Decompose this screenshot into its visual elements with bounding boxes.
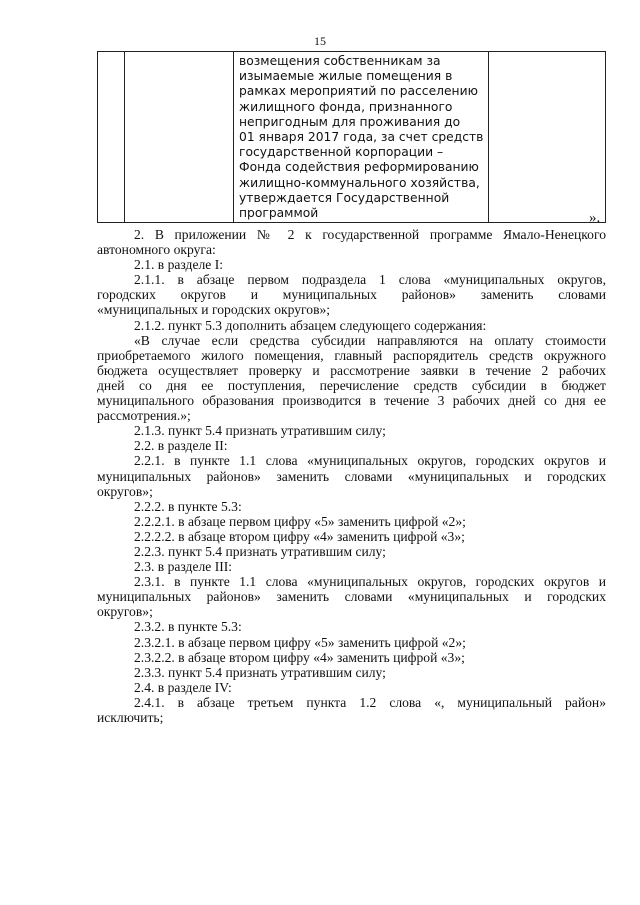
table-text-line: жилищного фонда, признанного [239,99,453,114]
table-cell-text [234,52,489,223]
body-line: муниципальных районов» заменить словами «муниципальных и городских [97,589,606,605]
body-line: 2.3. в разделе III: [134,559,233,575]
table-cell-number [98,52,125,223]
table-text-line: Фонда содействия реформированию [239,160,479,175]
body-line: 2.1.1. в абзаце первом подраздела 1 слова «муниципальных округов, [134,272,606,288]
table-row [98,52,606,223]
table-text-line: программой [239,206,319,221]
table-text-line: возмещения собственникам за [239,54,441,68]
table-cell-notes [489,52,606,223]
closing-quote: ». [589,210,601,226]
body-line: автономного округа: [97,242,216,258]
body-line: дней со дня ее поступления, перечисление средств субсидии в бюджет [97,377,606,393]
body-line: 2.2. в разделе II: [134,438,228,454]
table-text-line: непригодным для проживания до [239,114,461,129]
body-line: исключить; [97,710,164,725]
table-text-line: жилищно-коммунального хозяйства, [239,175,480,190]
body-line: 2.4. в разделе IV: [134,679,232,695]
body-line: 2.2.2.2. в абзаце втором цифру «4» заменить цифрой «3»; [134,528,465,544]
body-line: приобретаемого жилого помещения, главный распорядитель средств окружного [97,347,606,363]
body-line: бюджета осуществляет проверку и рассмотрение заявки в течение 2 рабочих [97,362,606,378]
body-line: 2.1.2. пункт 5.3 дополнить абзацем следующего содержания: [134,317,487,333]
body-line: «муниципальных и городских округов»; [97,302,331,318]
table-text-line: утверждается Государственной [239,190,450,205]
body-line: 2.2.2. в пункте 5.3: [134,498,242,514]
continuation-table [97,51,606,223]
body-line: 2.2.1. в пункте 1.1 слова «муниципальных округов, городских округов и [134,453,606,469]
body-line: округов»; [97,604,153,620]
body-line: 2.3.2.2. в абзаце втором цифру «4» заменить цифрой «3»; [134,649,465,665]
body-line: рассмотрения.»; [97,408,191,424]
body-line: муниципального образования производится в течение 3 рабочих дней со дня ее [97,393,606,409]
body-line: 2.2.2.1. в абзаце первом цифру «5» заменить цифрой «2»; [134,513,466,529]
document-body [97,227,606,725]
body-line: 2.1. в разделе I: [134,257,224,273]
body-line: 2.3.1. в пункте 1.1 слова «муниципальных округов, городских округов и [134,574,606,590]
body-line: городских округов и муниципальных районов» заменить словами [97,287,606,303]
body-line: 2.3.2. в пункте 5.3: [134,619,242,635]
body-line: 2.3.3. пункт 5.4 признать утратившим силу; [134,664,386,680]
table-cell-name [125,52,234,223]
table-text-line: 01 января 2017 года, за счет средств [239,130,484,145]
body-line: муниципальных районов» заменить словами «муниципальных и городских [97,468,606,484]
body-line: 2.3.2.1. в абзаце первом цифру «5» заменить цифрой «2»; [134,634,466,650]
body-line: «В случае если средства субсидии направляются на оплату стоимости [134,332,606,348]
page-number: 15 [314,34,326,48]
table-text-line: изымаемые жилые помещения в [239,69,453,84]
table-text-line: рамках мероприятий по расселению [239,84,478,99]
table-text-line: государственной корпорации – [239,145,444,160]
body-line: округов»; [97,483,153,499]
body-line: 2. В приложении № 2 к государственной программе Ямало-Ненецкого [134,227,606,242]
body-line: 2.2.3. пункт 5.4 признать утратившим силу; [134,543,386,559]
body-line: 2.1.3. пункт 5.4 признать утратившим силу; [134,423,386,439]
body-line: 2.4.1. в абзаце третьем пункта 1.2 слова «, муниципальный район» [134,694,606,710]
